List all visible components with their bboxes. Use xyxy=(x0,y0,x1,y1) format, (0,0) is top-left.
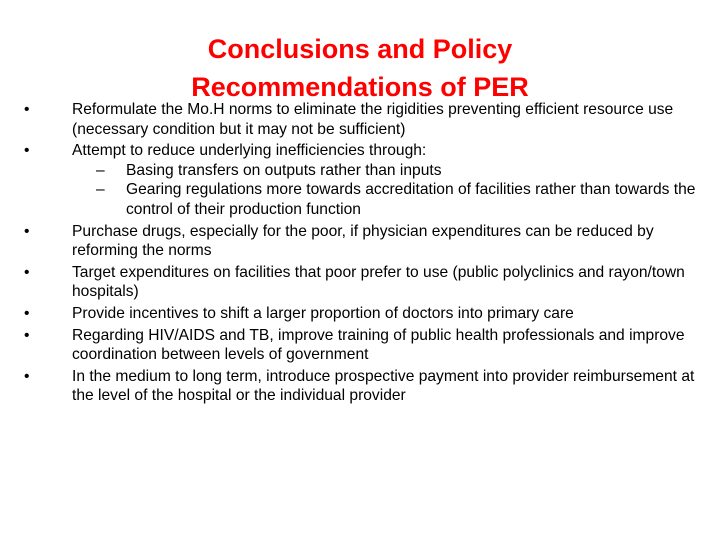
bullet-item xyxy=(24,263,704,302)
bullet-icon: • xyxy=(24,101,30,118)
bullet-text: Reformulate the Mo.H norms to eliminate the rigidities preventing efficient resource use (necessary condition but it may not be sufficient) xyxy=(72,101,674,138)
bullet-item xyxy=(24,141,704,219)
bullet-text: Target expenditures on facilities that poor prefer to use (public polyclinics and rayon/town hospitals) xyxy=(72,263,685,301)
dash-icon: – xyxy=(96,181,105,199)
bullet-icon: • xyxy=(24,326,30,344)
bullet-text: Provide incentives to shift a larger proportion of doctors into primary care xyxy=(72,304,574,322)
bullet-icon: • xyxy=(24,263,30,281)
bullet-icon: • xyxy=(24,222,30,240)
bullet-icon: • xyxy=(24,142,30,160)
dash-icon: – xyxy=(96,161,105,179)
bullet-text: Regarding HIV/AIDS and TB, improve training of public health professionals and improve coordination between levels of government xyxy=(72,326,685,364)
title-line-1: Conclusions and Policy xyxy=(207,34,513,64)
bullet-icon: • xyxy=(24,304,30,322)
sub-bullet-text: Basing transfers on outputs rather than inputs xyxy=(126,161,442,179)
slide-title xyxy=(0,30,720,106)
bullet-text: In the medium to long term, introduce prospective payment into provider reimbursement at the level of the hospital or the individual provider xyxy=(72,367,695,405)
bullet-item xyxy=(24,326,704,365)
bullet-icon: • xyxy=(24,367,30,385)
sub-bullet-text: Gearing regulations more towards accreditation of facilities rather than towards the control of their production function xyxy=(126,181,696,218)
bullet-item xyxy=(24,304,704,324)
bullet-item xyxy=(24,100,704,139)
title-line-2: Recommendations of PER xyxy=(191,72,529,102)
sub-bullet-item xyxy=(72,180,704,219)
bullet-item xyxy=(24,367,704,406)
bullet-text: Purchase drugs, especially for the poor, if physician expenditures can be reduced by reforming the norms xyxy=(72,222,654,260)
bullet-list xyxy=(24,100,704,408)
sub-bullet-item xyxy=(72,161,704,181)
bullet-item xyxy=(24,222,704,261)
bullet-text: Attempt to reduce underlying inefficiencies through: xyxy=(72,142,427,160)
sub-bullet-list xyxy=(72,161,704,220)
